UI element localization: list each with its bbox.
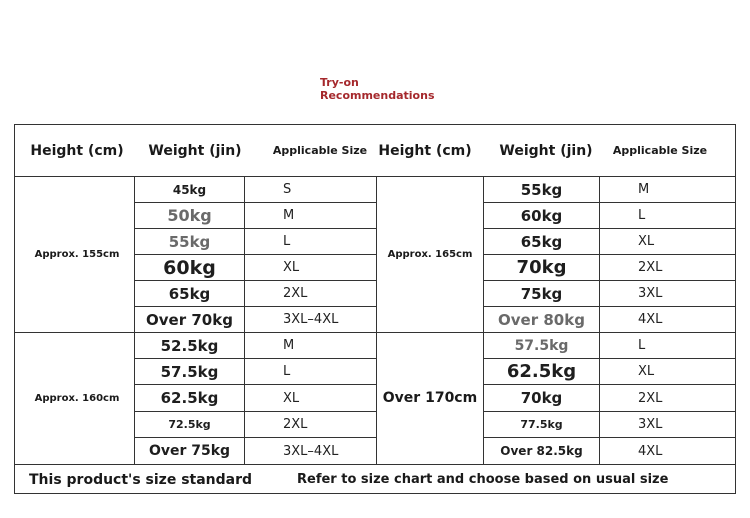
weight-cell: 75kg [520, 284, 563, 303]
size-cell: 2XL [638, 390, 663, 406]
size-cell: L [638, 338, 646, 353]
weight-cell: 65kg [520, 232, 563, 251]
size-cell: 4XL [638, 443, 663, 459]
size-cell: 3XL–4XL [283, 312, 339, 327]
weight-cell: Over 80kg [498, 310, 585, 329]
size-cell: M [638, 182, 650, 197]
weight-cell: 60kg [163, 256, 216, 279]
weight-cell: 55kg [520, 180, 563, 199]
size-cell: M [283, 338, 295, 353]
col-line-2 [244, 176, 245, 464]
weight-cell: 70kg [516, 257, 567, 278]
col-line-5 [599, 176, 600, 464]
weight-cell: 50kg [167, 206, 212, 225]
header-size-left: Applicable Size [272, 144, 368, 157]
weight-cell: 57.5kg [514, 337, 569, 354]
weight-cell: 55kg [168, 232, 211, 251]
header-weight-right: Weight (jin) [499, 142, 593, 159]
weight-cell: 72.5kg [168, 418, 211, 431]
size-cell: XL [638, 364, 655, 379]
title-line-2: Recommendations [320, 89, 435, 102]
size-cell: 2XL [283, 286, 308, 301]
header-size-right: Applicable Size [612, 144, 708, 157]
size-cell: L [638, 208, 646, 223]
footer-note: Refer to size chart and choose based on usual size [297, 472, 669, 487]
weight-cell: 52.5kg [160, 336, 219, 355]
size-cell: M [283, 208, 295, 223]
weight-cell: 70kg [520, 389, 563, 407]
size-cell: XL [638, 234, 655, 249]
chart-title [320, 76, 435, 102]
weight-cell: Over 70kg [146, 310, 233, 329]
height-approx-155: Approx. 155cm [34, 248, 120, 260]
size-cell: 2XL [283, 417, 308, 432]
weight-cell: 62.5kg [506, 361, 577, 382]
weight-cell: 45kg [172, 182, 207, 197]
size-cell: 3XL–4XL [283, 443, 339, 459]
height-over-170: Over 170cm [382, 390, 478, 406]
size-cell: 2XL [638, 260, 663, 275]
height-approx-165: Approx. 165cm [387, 248, 473, 260]
size-cell: XL [283, 260, 300, 275]
size-cell: 3XL [638, 286, 663, 301]
size-cell: L [283, 234, 291, 249]
title-line-1: Try-on [320, 76, 359, 89]
footer-size-standard: This product's size standard [29, 471, 253, 488]
header-height-right: Height (cm) [378, 142, 472, 159]
size-cell: S [283, 182, 292, 197]
header-height-left: Height (cm) [30, 142, 124, 159]
weight-cell: Over 75kg [148, 443, 231, 459]
size-cell: L [283, 364, 291, 379]
weight-cell: Over 82.5kg [500, 444, 583, 458]
weight-cell: 62.5kg [160, 389, 219, 407]
weight-cell: 77.5kg [520, 418, 563, 431]
size-cell: 3XL [638, 417, 663, 432]
weight-cell: 57.5kg [160, 362, 219, 381]
weight-cell: 65kg [168, 284, 211, 303]
header-weight-left: Weight (jin) [148, 142, 242, 159]
weight-cell: 60kg [520, 206, 563, 225]
height-approx-160: Approx. 160cm [34, 392, 120, 404]
size-chart-table [14, 124, 736, 494]
size-cell: 4XL [638, 312, 663, 327]
size-cell: XL [283, 390, 300, 406]
